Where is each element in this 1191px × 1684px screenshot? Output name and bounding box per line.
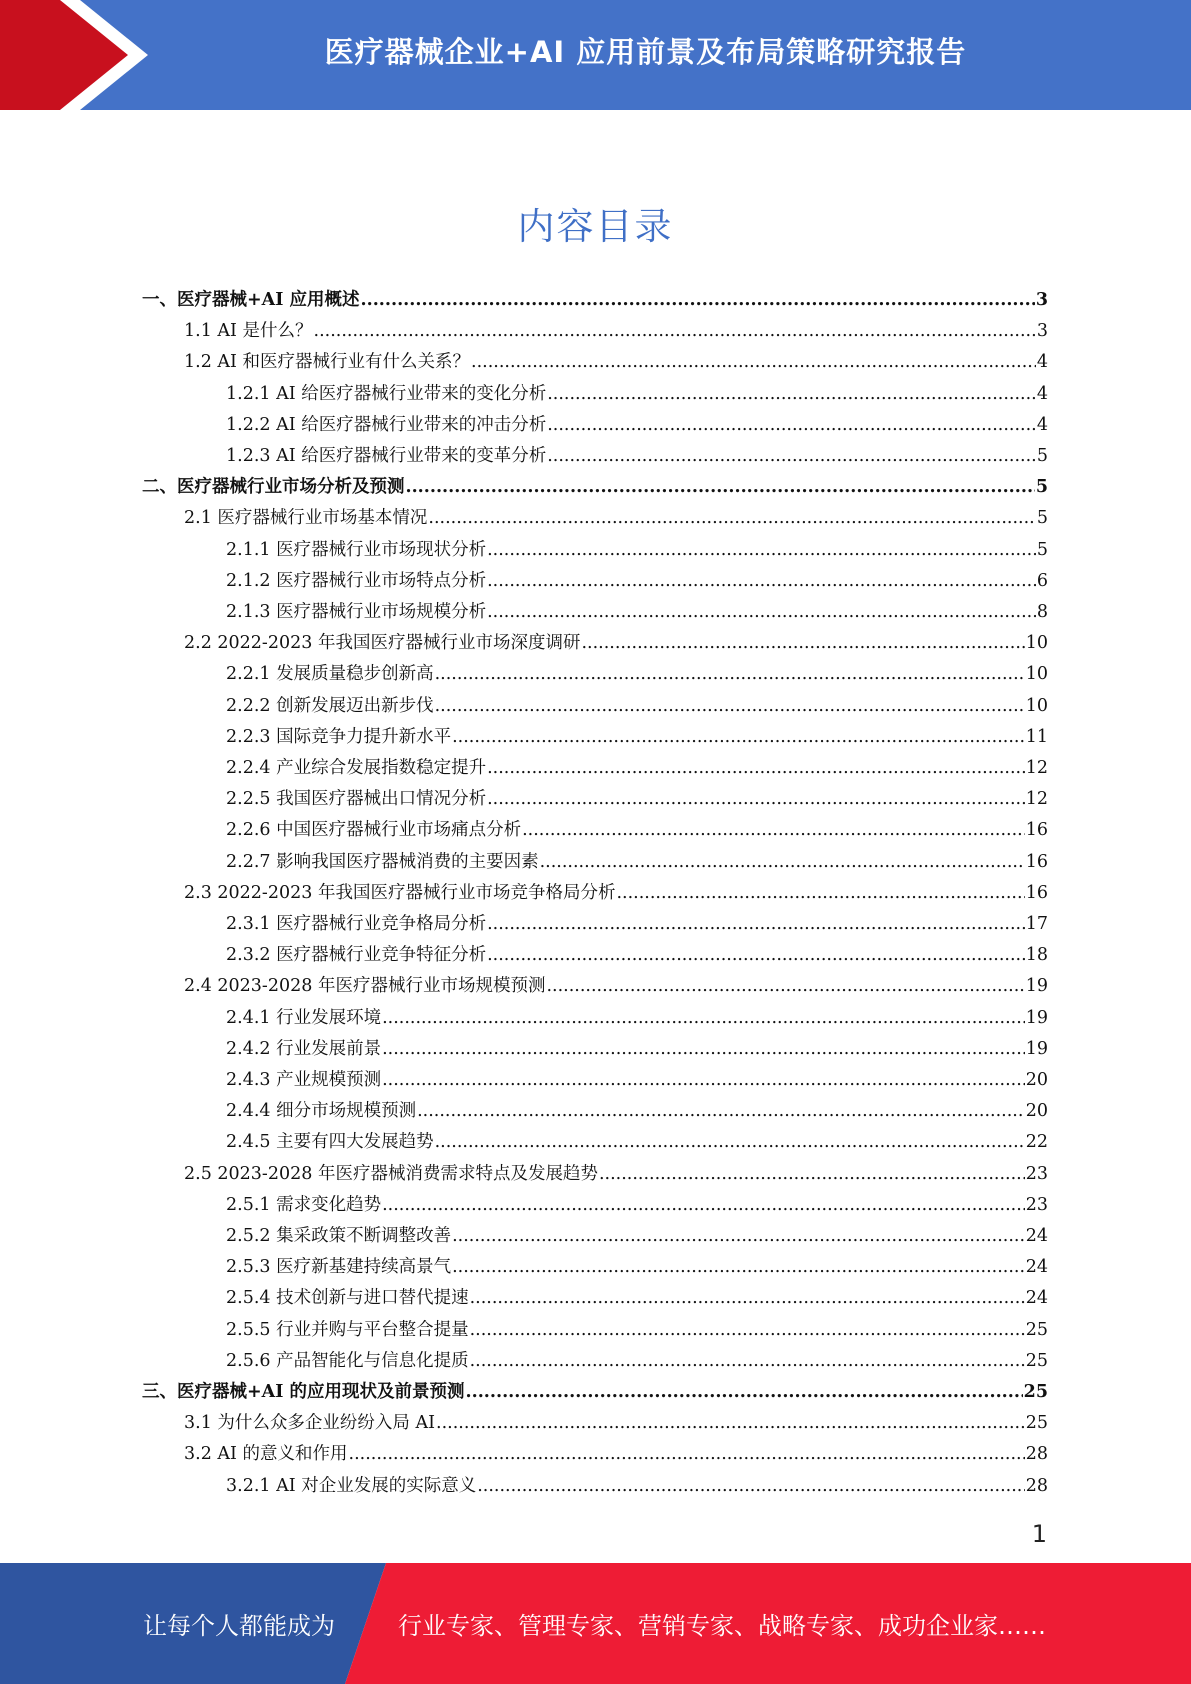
toc-entry-page: 11 [1025,726,1048,747]
toc-entry-label: 2.2 2022-2023 年我国医疗器械行业市场深度调研 [184,633,581,654]
toc-entry-page: 3 [1036,321,1048,342]
page-number: 1 [1031,1520,1047,1548]
toc-dot-leader [547,410,1036,441]
toc-entry-page: 25 [1025,1413,1048,1434]
toc-entry[interactable] [184,1408,1048,1439]
toc-entry-label: 2.2.4 产业综合发展指数稳定提升 [226,758,487,778]
toc-entry-page: 10 [1025,664,1048,685]
toc-entry[interactable] [226,659,1048,690]
toc-entry[interactable] [226,1283,1048,1314]
toc-entry-label: 1.2.2 AI 给医疗器械行业带来的冲击分析 [226,414,547,435]
toc-entry-page: 25 [1025,1319,1048,1340]
toc-dot-leader [466,1377,1023,1408]
report-title: 医疗器械企业+AI 应用前景及布局策略研究报告 [324,34,967,69]
toc-entry[interactable] [226,691,1048,722]
toc-dot-leader [547,379,1036,410]
toc-entry[interactable] [184,503,1048,534]
toc-entry-label: 2.5.2 集采政策不断调整改善 [226,1226,452,1246]
toc-entry[interactable] [142,285,1048,316]
toc-entry-label: 2.5.5 行业并购与平台整合提量 [226,1319,469,1340]
toc-entry-page: 24 [1025,1288,1048,1309]
toc-entry[interactable] [226,535,1048,566]
toc-entry[interactable] [184,878,1048,909]
toc-entry-label: 2.4.5 主要有四大发展趋势 [226,1132,434,1153]
toc-entry-label: 二、医疗器械行业市场分析及预测 [142,477,405,498]
toc-entry[interactable] [226,1190,1048,1221]
toc-entry-label: 2.3.2 医疗器械行业竞争特征分析 [226,945,487,966]
toc-entry-page: 25 [1025,1350,1048,1371]
toc-entry-page: 24 [1025,1257,1048,1278]
toc-entry-label: 2.1 医疗器械行业市场基本情况 [184,508,428,529]
toc-entry-page: 3 [1035,290,1048,310]
toc-entry-page: 10 [1025,695,1048,716]
toc-dot-leader [546,971,1024,1002]
toc-entry[interactable] [226,1315,1048,1346]
toc-entry-page: 5 [1036,446,1048,466]
toc-entry-label: 2.4 2023-2028 年医疗器械行业市场规模预测 [184,976,546,997]
toc-dot-leader [599,1159,1025,1190]
toc-entry-page: 4 [1036,383,1048,404]
toc-dot-leader [452,1252,1025,1283]
toc-dot-leader [487,753,1025,784]
toc-dot-leader [452,1221,1025,1252]
toc-entry[interactable] [226,566,1048,597]
toc-entry[interactable] [226,1221,1048,1252]
toc-heading: 内容目录 [517,205,674,248]
toc-entry-page: 28 [1025,1444,1048,1465]
toc-entry[interactable] [184,971,1048,1002]
toc-entry-label: 2.2.3 国际竞争力提升新水平 [226,726,452,747]
toc-dot-leader [382,1034,1025,1065]
toc-entry-label: 一、医疗器械+AI 应用概述 [142,290,360,310]
toc-dot-leader [616,878,1024,909]
toc-entry-label: 2.5.3 医疗新基建持续高景气 [226,1257,452,1278]
toc-entry-page: 5 [1035,477,1048,498]
toc-entry-page: 22 [1025,1132,1048,1153]
toc-entry-label: 1.2.3 AI 给医疗器械行业带来的变革分析 [226,446,547,466]
toc-dot-leader [522,815,1025,846]
toc-dot-leader [314,316,1036,347]
toc-entry[interactable] [226,753,1048,784]
toc-entry-label: 2.1.2 医疗器械行业市场特点分析 [226,570,487,591]
toc-entry-page: 16 [1025,882,1048,903]
toc-dot-leader [487,597,1036,628]
toc-entry-label: 1.2.1 AI 给医疗器械行业带来的变化分析 [226,383,547,404]
toc-entry-page: 4 [1036,414,1048,435]
toc-entry-label: 1.1 AI 是什么？ [184,321,313,342]
toc-dot-leader [435,1127,1025,1158]
toc-dot-leader [487,940,1025,971]
toc-entry[interactable] [226,815,1048,846]
toc-entry[interactable] [184,1159,1048,1190]
toc-entry-label: 2.1.3 医疗器械行业市场规模分析 [226,602,487,622]
toc-entry[interactable] [226,1346,1048,1377]
toc-entry-label: 2.5.1 需求变化趋势 [226,1194,382,1215]
toc-entry-label: 2.4.1 行业发展环境 [226,1007,382,1028]
toc-entry-page: 20 [1025,1070,1048,1090]
toc-entry-label: 3.2 AI 的意义和作用 [184,1444,348,1465]
toc-entry[interactable] [226,1096,1048,1127]
toc-entry[interactable] [142,1377,1048,1408]
toc-dot-leader [452,722,1025,753]
toc-entry[interactable] [226,1065,1048,1096]
toc-entry[interactable] [226,379,1048,410]
toc-entry-page: 6 [1036,570,1048,591]
toc-entry-page: 5 [1036,539,1048,560]
toc-dot-leader [361,285,1035,316]
toc-entry-label: 2.5.6 产品智能化与信息化提质 [226,1350,469,1371]
toc-entry-page: 25 [1023,1382,1048,1402]
toc-entry-page: 5 [1036,508,1048,529]
toc-dot-leader [406,472,1035,503]
toc-entry-label: 2.5 2023-2028 年医疗器械消费需求特点及发展趋势 [184,1163,598,1184]
toc-entry[interactable] [184,347,1048,378]
header-band [0,0,1191,110]
toc-entry-page: 23 [1025,1194,1048,1215]
toc-entry[interactable] [226,441,1048,472]
toc-entry-label: 2.4.4 细分市场规模预测 [226,1101,417,1122]
toc-entry[interactable] [226,940,1048,971]
toc-entry-label: 2.2.5 我国医疗器械出口情况分析 [226,789,487,810]
toc-entry-label: 2.4.3 产业规模预测 [226,1070,382,1090]
toc-dot-leader [471,347,1036,378]
toc-entry-label: 3.2.1 AI 对企业发展的实际意义 [226,1475,477,1496]
toc-entry-page: 18 [1025,945,1048,966]
toc-entry-page: 23 [1025,1163,1048,1184]
toc-dot-leader [547,441,1036,472]
toc-dot-leader [487,535,1036,566]
toc-dot-leader [417,1096,1025,1127]
toc-entry-label: 2.2.2 创新发展迈出新步伐 [226,695,434,716]
toc-dot-leader [487,909,1025,940]
toc-entry-page: 24 [1025,1226,1048,1246]
toc-dot-leader [470,1283,1025,1314]
toc-entry-label: 2.2.1 发展质量稳步创新高 [226,664,434,685]
toc-entry[interactable] [226,1471,1048,1502]
toc-entry-label: 2.3.1 医疗器械行业竞争格局分析 [226,914,487,934]
toc-entry[interactable] [226,1003,1048,1034]
toc-dot-leader [435,659,1025,690]
toc-dot-leader [487,566,1036,597]
footer-slogan-right: 行业专家、管理专家、营销专家、战略专家、成功企业家…… [398,1612,1046,1640]
toc-entry-page: 4 [1036,352,1048,373]
toc-entry-label: 1.2 AI 和医疗器械行业有什么关系？ [184,352,471,373]
toc-entry-label: 2.4.2 行业发展前景 [226,1038,382,1059]
toc-dot-leader [540,847,1025,878]
toc-dot-leader [382,1003,1025,1034]
toc-entry-page: 20 [1025,1101,1048,1122]
toc-entry-page: 19 [1025,1038,1048,1059]
toc-dot-leader [436,1408,1025,1439]
toc-dot-leader [487,784,1025,815]
toc-dot-leader [581,628,1024,659]
toc-entry-page: 12 [1025,758,1048,778]
toc-entry[interactable] [184,1439,1048,1470]
toc-entry-page: 16 [1025,851,1048,872]
toc-entry-label: 2.1.1 医疗器械行业市场现状分析 [226,539,487,560]
toc-entry[interactable] [184,316,1048,347]
toc-entry-page: 16 [1025,820,1048,841]
footer-band [0,1563,1191,1684]
toc-dot-leader [428,503,1035,534]
toc-entry-label: 2.3 2022-2023 年我国医疗器械行业市场竞争格局分析 [184,882,616,903]
toc-entry[interactable] [226,410,1048,441]
toc-dot-leader [477,1471,1025,1502]
toc-entry[interactable] [226,784,1048,815]
toc-entry-page: 12 [1025,789,1048,810]
toc-entry[interactable] [226,1252,1048,1283]
toc-entry-label: 2.2.7 影响我国医疗器械消费的主要因素 [226,851,539,872]
toc-dot-leader [382,1065,1025,1096]
toc-entry[interactable] [226,722,1048,753]
toc-dot-leader [349,1439,1025,1470]
toc-entry[interactable] [184,628,1048,659]
toc-entry-page: 19 [1025,976,1048,997]
toc-entry-label: 2.5.4 技术创新与进口替代提速 [226,1288,469,1309]
toc-entry[interactable] [142,472,1048,503]
footer-slogan-left: 让每个人都能成为 [143,1612,335,1640]
toc-entry-label: 3.1 为什么众多企业纷纷入局 AI [184,1413,436,1434]
toc-entry-page: 17 [1025,914,1048,934]
toc-entry-page: 10 [1025,633,1048,654]
toc-entry-page: 8 [1036,602,1048,622]
toc-entry-label: 三、医疗器械+AI 的应用现状及前景预测 [142,1382,465,1402]
toc-entry[interactable] [226,1034,1048,1065]
toc-dot-leader [470,1346,1025,1377]
toc-entry[interactable] [226,597,1048,628]
toc-entry[interactable] [226,909,1048,940]
toc-entry-page: 19 [1025,1007,1048,1028]
toc-entry-page: 28 [1025,1475,1048,1496]
toc-dot-leader [435,691,1025,722]
toc-entry[interactable] [226,1127,1048,1158]
toc-dot-leader [470,1315,1025,1346]
toc-dot-leader [382,1190,1025,1221]
toc-entry[interactable] [226,847,1048,878]
toc-entry-label: 2.2.6 中国医疗器械行业市场痛点分析 [226,820,522,841]
